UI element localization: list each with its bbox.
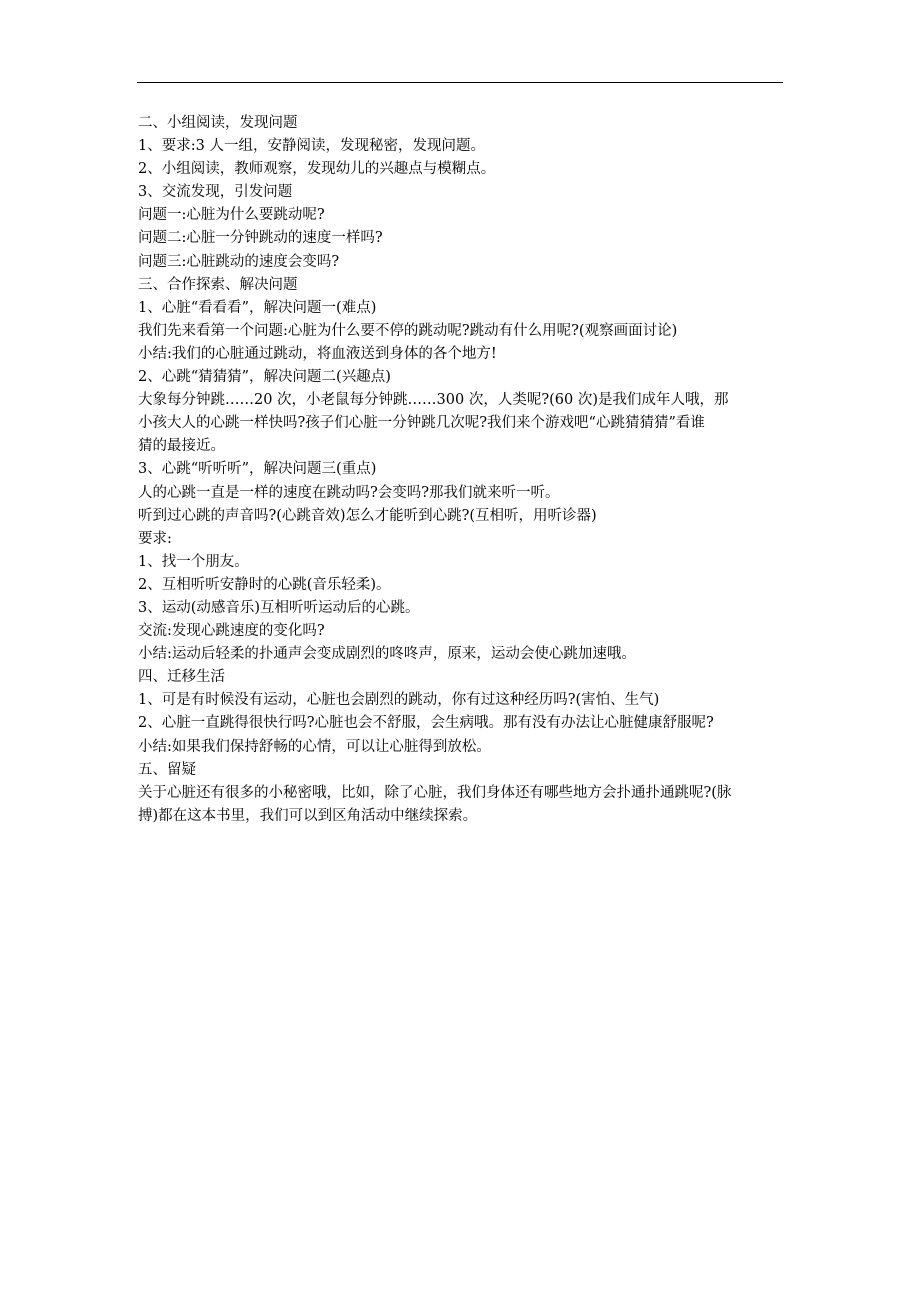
text-line: 交流:发现心跳速度的变化吗? xyxy=(138,623,325,640)
text-line: 搏)都在这本书里，我们可以到区角活动中继续探索。 xyxy=(138,807,478,824)
summary-line: 小结:我们的心脏通过跳动，将血液送到身体的各个地方! xyxy=(138,345,497,362)
text-line: 3、心跳“听听听”，解决问题三(重点) xyxy=(138,461,377,478)
text-line: 3、交流发现，引发问题 xyxy=(138,184,293,201)
section-heading-3: 三、合作探索、解决问题 xyxy=(138,276,298,293)
text-line: 要求: xyxy=(138,530,172,547)
text-line: 我们先来看第一个问题:心脏为什么要不停的跳动呢?跳动有什么用呢?(观察画面讨论) xyxy=(138,322,678,339)
question-line: 问题一:心脏为什么要跳动呢? xyxy=(138,207,325,224)
text-line: 关于心脏还有很多的小秘密哦，比如，除了心脏，我们身体还有哪些地方会扑通扑通跳呢?(脉 xyxy=(138,784,732,801)
text-line: 听到过心跳的声音吗?(心跳音效)怎么才能听到心跳?(互相听，用听诊器) xyxy=(138,507,597,524)
text-line: 小孩大人的心跳一样快吗?孩子们心脏一分钟跳几次呢?我们来个游戏吧“心跳猜猜猜”看谁 xyxy=(138,415,705,432)
text-line: 3、运动(动感音乐)互相听听运动后的心跳。 xyxy=(138,599,420,616)
text-line: 2、心跳“猜猜猜”，解决问题二(兴趣点) xyxy=(138,369,391,386)
summary-line: 小结:运动后轻柔的扑通声会变成剧烈的咚咚声，原来，运动会使心跳加速哦。 xyxy=(138,646,636,663)
header-rule xyxy=(137,82,783,83)
question-line: 问题二:心脏一分钟跳动的速度一样吗? xyxy=(138,230,383,247)
text-line: 1、心脏“看看看”，解决问题一(难点) xyxy=(138,299,377,316)
text-line: 人的心跳一直是一样的速度在跳动吗?会变吗?那我们就来听一听。 xyxy=(138,484,560,501)
text-line: 猜的最接近。 xyxy=(138,438,225,455)
text-line: 2、心脏一直跳得很快行吗?心脏也会不舒服，会生病哦。那有没有办法让心脏健康舒服呢? xyxy=(138,715,714,732)
text-line: 1、找一个朋友。 xyxy=(138,553,249,570)
text-line: 大象每分钟跳……20 次，小老鼠每分钟跳……300 次，人类呢?(60 次)是我们成年人哦，那 xyxy=(138,392,729,409)
section-heading-4: 四、迁移生活 xyxy=(138,669,225,686)
text-line: 1、可是有时候没有运动，心脏也会剧烈的跳动，你有过这种经历吗?(害怕、生气) xyxy=(138,692,660,709)
document-body xyxy=(138,112,788,828)
question-line: 问题三:心脏跳动的速度会变吗? xyxy=(138,253,340,270)
text-line: 1、要求:3 人一组，安静阅读，发现秘密，发现问题。 xyxy=(138,138,485,155)
summary-line: 小结:如果我们保持舒畅的心情，可以让心脏得到放松。 xyxy=(138,738,491,755)
text-line: 2、小组阅读，教师观察，发现幼儿的兴趣点与模糊点。 xyxy=(138,161,496,178)
section-heading-2: 二、小组阅读，发现问题 xyxy=(138,115,298,131)
section-heading-5: 五、留疑 xyxy=(138,761,196,778)
text-line: 2、互相听听安静时的心跳(音乐轻柔)。 xyxy=(138,576,391,593)
